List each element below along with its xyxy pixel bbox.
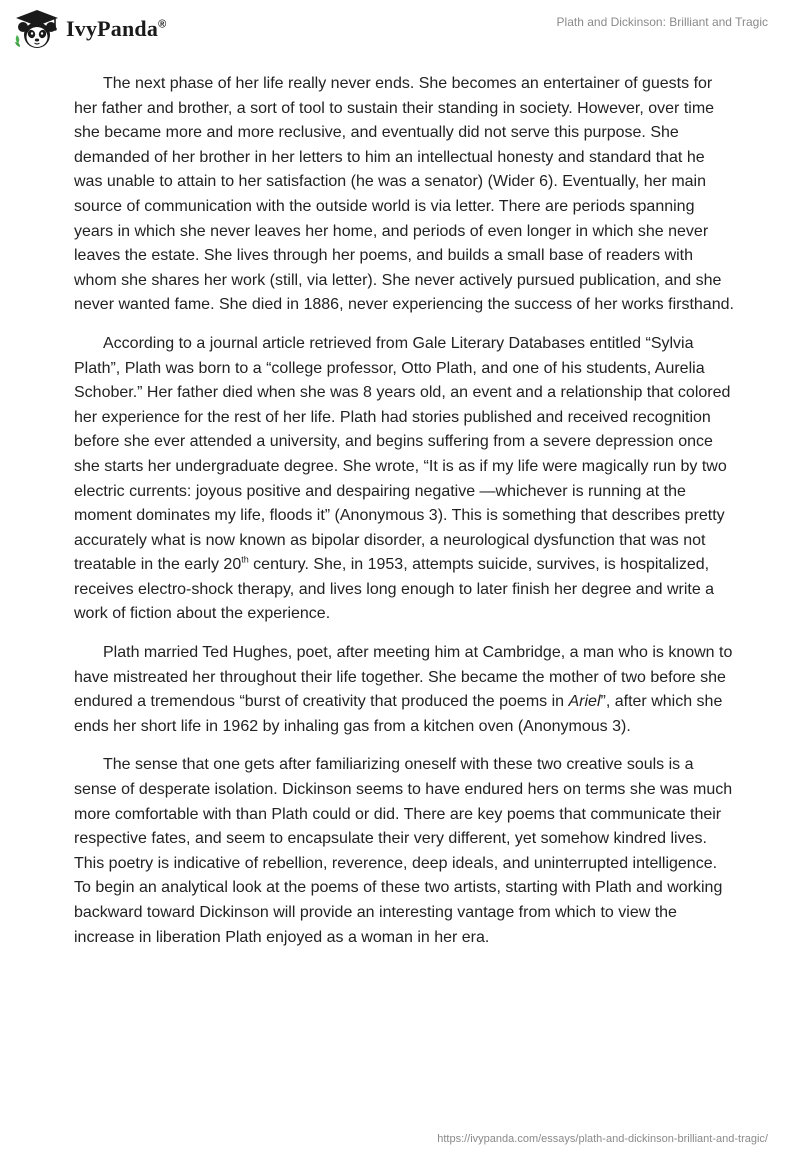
paragraph-3 bbox=[74, 641, 734, 739]
paragraph-2-text-a: According to a journal article retrieved from Gale Literary Databases entitled “Sylvia Plath”, Plath was born to a “college professor, Otto Plath, and one of his students, Aurelia Schober.” Her father died when she was 8 years old, an event and a relationship that colored her experience for the rest of her life. Plath had stories published and received recognition before she ever attended a university, and begins suffering from a severe depression once she starts her undergraduate degree. She wrote, “It is as if my life were magically run by two electric currents: joyous positive and despairing negative —whichever is running at the moment dominates my life, floods it” (Anonymous 3). This is something that describes pretty accurately what is now known as bipolar disorder, a neurological dysfunction that was not treatable in the early 20 bbox=[74, 334, 731, 574]
registered-mark: ® bbox=[158, 18, 167, 31]
paragraph-2-text-b: century. She, in 1953, attempts suicide, survives, is hospitalized, receives electro-shock therapy, and lives long enough to later finish her degree and write a work of fiction about the experience. bbox=[74, 556, 715, 623]
paragraph-4: The sense that one gets after familiarizing oneself with these two creative souls is a sense of desperate isolation. Dickinson seems to have endured hers on terms she was much more comfortable with than Plath could or did. There are key poems that communicate their respective fates, and seem to encapsulate their very different, yet somehow kindred lives. This poetry is indicative of rebellion, reverence, deep ideals, and uninterrupted intelligence. To begin an analytical look at the poems of these two artists, starting with Plath and working backward toward Dickinson will provide an interesting vantage from which to view the increase in liberation Plath enjoyed as a woman in her era. bbox=[74, 756, 733, 946]
panda-graduate-icon bbox=[14, 8, 60, 50]
ivypanda-logo[interactable] bbox=[14, 8, 166, 50]
paragraph-1: The next phase of her life really never ends. She becomes an entertainer of guests for her father and brother, a sort of tool to sustain their standing in society. However, over time she became more and more reclusive, and eventually did not serve this purpose. She demanded of her brother in her letters to him an intellectual honesty and standard that he was unable to attain to her satisfaction (he was a senator) (Wider 6). Eventually, her main source of communication with the outside world is via letter. There are periods spanning years in which she never leaves her home, and periods of even longer in which she never leaves the estate. She lives through her poems, and builds a small base of readers with whom she shares her work (still, via letter). She never actively pursued publication, and she never wanted fame. She died in 1886, never experiencing the success of her works firsthand. bbox=[74, 75, 734, 314]
logo-wordmark: IvyPanda® bbox=[66, 16, 167, 41]
ordinal-superscript: th bbox=[241, 554, 249, 565]
essay-body bbox=[74, 72, 734, 964]
source-url[interactable]: https://ivypanda.com/essays/plath-and-dickinson-brilliant-and-tragic/ bbox=[437, 1133, 768, 1145]
document-title: Plath and Dickinson: Brilliant and Tragic bbox=[556, 15, 768, 29]
book-title-ariel: Ariel bbox=[568, 693, 601, 711]
paragraph-3-text-a: Plath married Ted Hughes, poet, after meeting him at Cambridge, a man who is known to have mistreated her throughout their life together. She became the mother of two before she endured a tremendous “burst of creativity that produced the poems in bbox=[74, 644, 733, 711]
paragraph-3-text-b: ”, after which she ends her short life in 1962 by inhaling gas from a kitchen oven (Anonymous 3). bbox=[74, 693, 723, 735]
paragraph-2 bbox=[74, 332, 734, 627]
page-header bbox=[0, 0, 800, 60]
